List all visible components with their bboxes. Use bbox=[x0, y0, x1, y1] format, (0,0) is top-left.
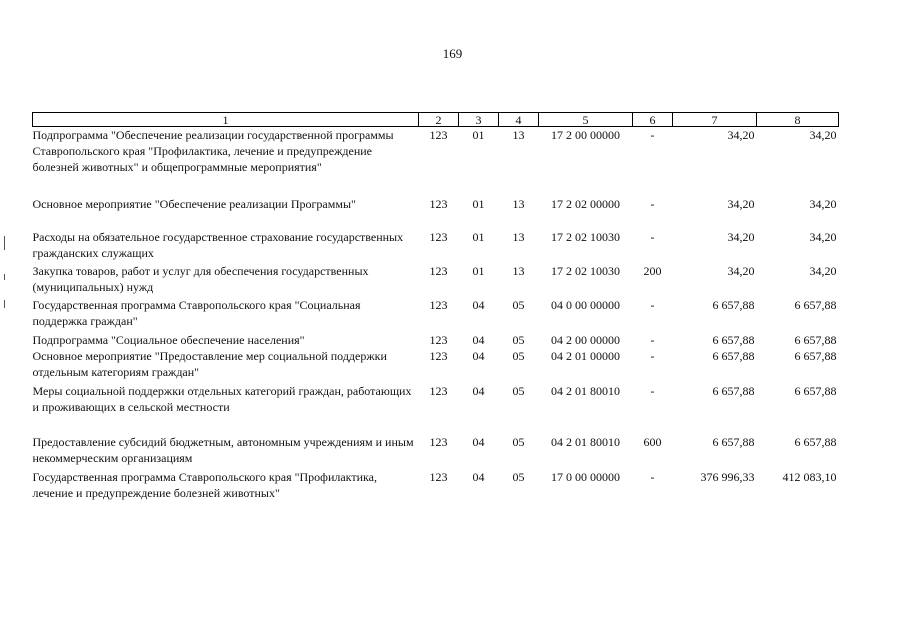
cell-target-article: 04 2 01 80010 bbox=[551, 383, 620, 398]
cell-expense-type: - bbox=[650, 196, 655, 211]
cell-expense-type: - bbox=[650, 383, 655, 398]
cell-code: 123 bbox=[429, 229, 448, 244]
cell-target-article: 04 0 00 00000 bbox=[551, 297, 620, 312]
cell-section: 01 bbox=[472, 229, 485, 244]
cell-amount-1: 34,20 bbox=[727, 128, 755, 142]
cell-code: 123 bbox=[429, 196, 448, 211]
cell-subsection: 13 bbox=[512, 229, 525, 244]
cell-target-article: 17 2 02 00000 bbox=[551, 196, 620, 211]
row-name: Закупка товаров, работ и услуг для обеспечения государственных (муниципальных) нужд bbox=[32, 263, 369, 294]
cell-code: 123 bbox=[429, 332, 448, 347]
cell-expense-type: - bbox=[650, 128, 655, 142]
table-row bbox=[33, 348, 839, 383]
cell-amount-1: 376 996,33 bbox=[700, 469, 755, 484]
row-name: Основное мероприятие "Предоставление мер социальной поддержки отдельным категориям граждан" bbox=[32, 348, 387, 379]
table-row bbox=[33, 332, 839, 348]
table-row bbox=[33, 263, 839, 297]
cell-subsection: 05 bbox=[512, 434, 525, 449]
table-row bbox=[33, 434, 839, 469]
cell-code: 123 bbox=[429, 128, 448, 142]
cell-amount-2: 34,20 bbox=[809, 263, 837, 278]
cell-subsection: 05 bbox=[512, 297, 525, 312]
cell-target-article: 17 0 00 00000 bbox=[551, 469, 620, 484]
cell-expense-type: - bbox=[650, 469, 655, 484]
margin-mark bbox=[4, 274, 5, 280]
cell-subsection: 05 bbox=[512, 469, 525, 484]
table-row bbox=[33, 229, 839, 263]
cell-section: 01 bbox=[472, 196, 485, 211]
cell-amount-1: 6 657,88 bbox=[712, 348, 755, 363]
cell-expense-type: - bbox=[650, 297, 655, 312]
cell-expense-type: - bbox=[650, 229, 655, 244]
cell-amount-2: 6 657,88 bbox=[794, 332, 837, 347]
cell-target-article: 17 2 02 10030 bbox=[551, 263, 620, 278]
cell-section: 01 bbox=[472, 263, 485, 278]
column-header: 8 bbox=[757, 113, 839, 127]
cell-section: 04 bbox=[472, 434, 485, 449]
cell-amount-1: 6 657,88 bbox=[712, 383, 755, 398]
cell-expense-type: 600 bbox=[643, 434, 662, 449]
cell-amount-1: 6 657,88 bbox=[712, 297, 755, 312]
cell-section: 01 bbox=[472, 128, 485, 142]
cell-amount-2: 412 083,10 bbox=[782, 469, 837, 484]
cell-amount-2: 6 657,88 bbox=[794, 434, 837, 449]
row-name: Расходы на обязательное государственное страхование государственных гражданских служащих bbox=[32, 229, 404, 260]
cell-amount-1: 34,20 bbox=[727, 196, 755, 211]
column-header: 2 bbox=[419, 113, 459, 127]
row-name: Государственная программа Ставропольского края "Социальная поддержка граждан" bbox=[32, 297, 361, 328]
cell-subsection: 05 bbox=[512, 332, 525, 347]
column-header: 7 bbox=[673, 113, 757, 127]
cell-amount-2: 6 657,88 bbox=[794, 383, 837, 398]
cell-amount-1: 34,20 bbox=[727, 229, 755, 244]
budget-table bbox=[32, 112, 839, 503]
cell-section: 04 bbox=[472, 332, 485, 347]
row-name: Подпрограмма "Обеспечение реализации государственной программы Ставропольского края "Профилактика, лечение и предупреждение болезней животных" и общепрограммные мероприятия" bbox=[32, 128, 394, 174]
cell-subsection: 13 bbox=[512, 263, 525, 278]
cell-section: 04 bbox=[472, 297, 485, 312]
cell-amount-2: 6 657,88 bbox=[794, 297, 837, 312]
row-name: Предоставление субсидий бюджетным, автономным учреждениям и иным некоммерческим организациям bbox=[32, 434, 414, 465]
cell-subsection: 13 bbox=[512, 128, 525, 142]
row-name: Меры социальной поддержки отдельных категорий граждан, работающих и проживающих в сельской местности bbox=[32, 383, 412, 414]
table-row bbox=[33, 127, 839, 196]
cell-amount-1: 6 657,88 bbox=[712, 434, 755, 449]
table-header-row bbox=[33, 113, 839, 127]
table-row bbox=[33, 297, 839, 332]
cell-target-article: 04 2 01 00000 bbox=[551, 348, 620, 363]
cell-target-article: 17 2 00 00000 bbox=[551, 128, 620, 142]
cell-target-article: 04 2 01 80010 bbox=[551, 434, 620, 449]
cell-code: 123 bbox=[429, 263, 448, 278]
cell-code: 123 bbox=[429, 469, 448, 484]
table-row bbox=[33, 383, 839, 434]
column-header: 1 bbox=[33, 113, 419, 127]
cell-target-article: 04 2 00 00000 bbox=[551, 332, 620, 347]
cell-code: 123 bbox=[429, 348, 448, 363]
cell-section: 04 bbox=[472, 383, 485, 398]
column-header: 5 bbox=[539, 113, 633, 127]
row-name: Государственная программа Ставропольского края "Профилактика, лечение и предупреждение болезней животных" bbox=[32, 469, 377, 500]
cell-section: 04 bbox=[472, 348, 485, 363]
cell-target-article: 17 2 02 10030 bbox=[551, 229, 620, 244]
cell-amount-1: 6 657,88 bbox=[712, 332, 755, 347]
cell-amount-2: 34,20 bbox=[809, 196, 837, 211]
column-header: 6 bbox=[633, 113, 673, 127]
cell-code: 123 bbox=[429, 383, 448, 398]
cell-code: 123 bbox=[429, 297, 448, 312]
table-row bbox=[33, 196, 839, 229]
cell-expense-type: 200 bbox=[643, 263, 662, 278]
cell-amount-2: 34,20 bbox=[809, 128, 837, 142]
cell-amount-2: 6 657,88 bbox=[794, 348, 837, 363]
cell-expense-type: - bbox=[650, 332, 655, 347]
cell-section: 04 bbox=[472, 469, 485, 484]
row-name: Подпрограмма "Социальное обеспечение населения" bbox=[32, 332, 305, 347]
column-header: 3 bbox=[459, 113, 499, 127]
cell-subsection: 05 bbox=[512, 348, 525, 363]
cell-subsection: 05 bbox=[512, 383, 525, 398]
column-header: 4 bbox=[499, 113, 539, 127]
table-row bbox=[33, 469, 839, 503]
row-name: Основное мероприятие "Обеспечение реализации Программы" bbox=[32, 196, 356, 211]
margin-mark bbox=[4, 300, 5, 308]
cell-subsection: 13 bbox=[512, 196, 525, 211]
cell-amount-2: 34,20 bbox=[809, 229, 837, 244]
cell-expense-type: - bbox=[650, 348, 655, 363]
page-number: 169 bbox=[442, 46, 463, 61]
cell-amount-1: 34,20 bbox=[727, 263, 755, 278]
margin-mark bbox=[4, 236, 5, 250]
cell-code: 123 bbox=[429, 434, 448, 449]
